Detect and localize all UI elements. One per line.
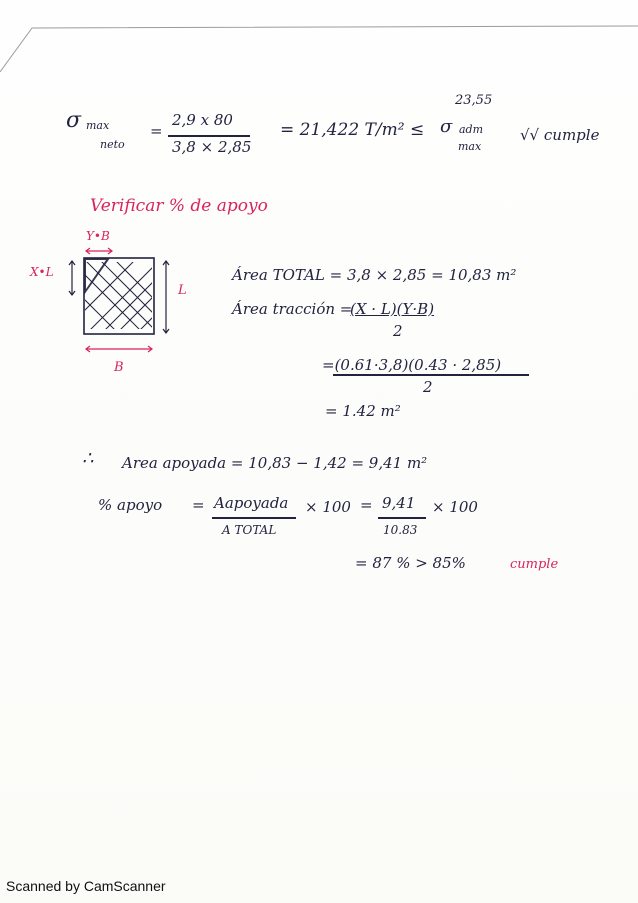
- label-y-b: Y•B: [86, 229, 110, 243]
- sigma-adm-sub: adm: [459, 123, 484, 136]
- pct-den-value: 10.83: [383, 523, 418, 537]
- area-total-line: Área TOTAL = 3,8 × 2,85 = 10,83 m²: [232, 266, 517, 284]
- area-traccion-sub-num: =(0.61·3,8)(0.43 · 2,85): [322, 356, 502, 374]
- fraction-bar-traccion: [333, 374, 529, 376]
- label-x-l: X•L: [30, 265, 54, 279]
- equals-1: =: [150, 122, 163, 140]
- area-traccion-den: 2: [393, 322, 403, 340]
- area-apoyada-line: Area apoyada = 10,83 − 1,42 = 9,41 m²: [122, 454, 428, 472]
- scanner-watermark: Scanned by CamScanner: [6, 878, 166, 894]
- cumple-1: √√ cumple: [520, 126, 600, 144]
- area-traccion-result: = 1.42 m²: [325, 402, 401, 420]
- fraction-bar-pct: [212, 517, 296, 519]
- pct-result: = 87 % > 85%: [355, 554, 466, 572]
- pct-times-100: × 100: [305, 498, 351, 516]
- therefore-symbol: ∴: [82, 448, 94, 469]
- pct-times-100-2: × 100: [432, 498, 478, 516]
- sigma-neto-sub: neto: [100, 138, 125, 151]
- pct-num-value: 9,41: [382, 494, 416, 512]
- sigma-adm-value: 23,55: [455, 93, 493, 108]
- fraction-bar-stress: [168, 135, 250, 137]
- sigma-symbol: σ: [66, 108, 82, 133]
- equals-pct: =: [192, 496, 205, 514]
- fraction-bar-pct-2: [378, 517, 426, 519]
- equals-pct-2: =: [360, 496, 373, 514]
- pct-numerator: Aapoyada: [214, 494, 289, 512]
- area-traccion-sub-den: 2: [423, 378, 433, 396]
- cumple-2: cumple: [510, 557, 559, 572]
- page-fold-line: [0, 0, 638, 110]
- sigma-max-sub: max: [86, 119, 110, 132]
- stress-denominator: 3,8 × 2,85: [172, 138, 252, 156]
- sigma-adm-symbol: σ: [440, 116, 453, 137]
- area-traccion-num: (X · L)(Y·B): [350, 300, 435, 318]
- pct-denominator: A TOTAL: [222, 523, 277, 537]
- label-l: L: [178, 283, 187, 298]
- label-b: B: [114, 360, 124, 375]
- pct-apoyo-label: % apoyo: [98, 496, 163, 514]
- stress-numerator: 2,9 x 80: [172, 111, 233, 129]
- stress-result: = 21,422 T/m² ≤: [280, 120, 425, 140]
- area-traccion-label: Área tracción =: [232, 300, 353, 318]
- verify-heading: Verificar % de apoyo: [90, 196, 268, 216]
- footing-diagram: [20, 225, 200, 375]
- sigma-adm-max-sub: max: [458, 140, 482, 153]
